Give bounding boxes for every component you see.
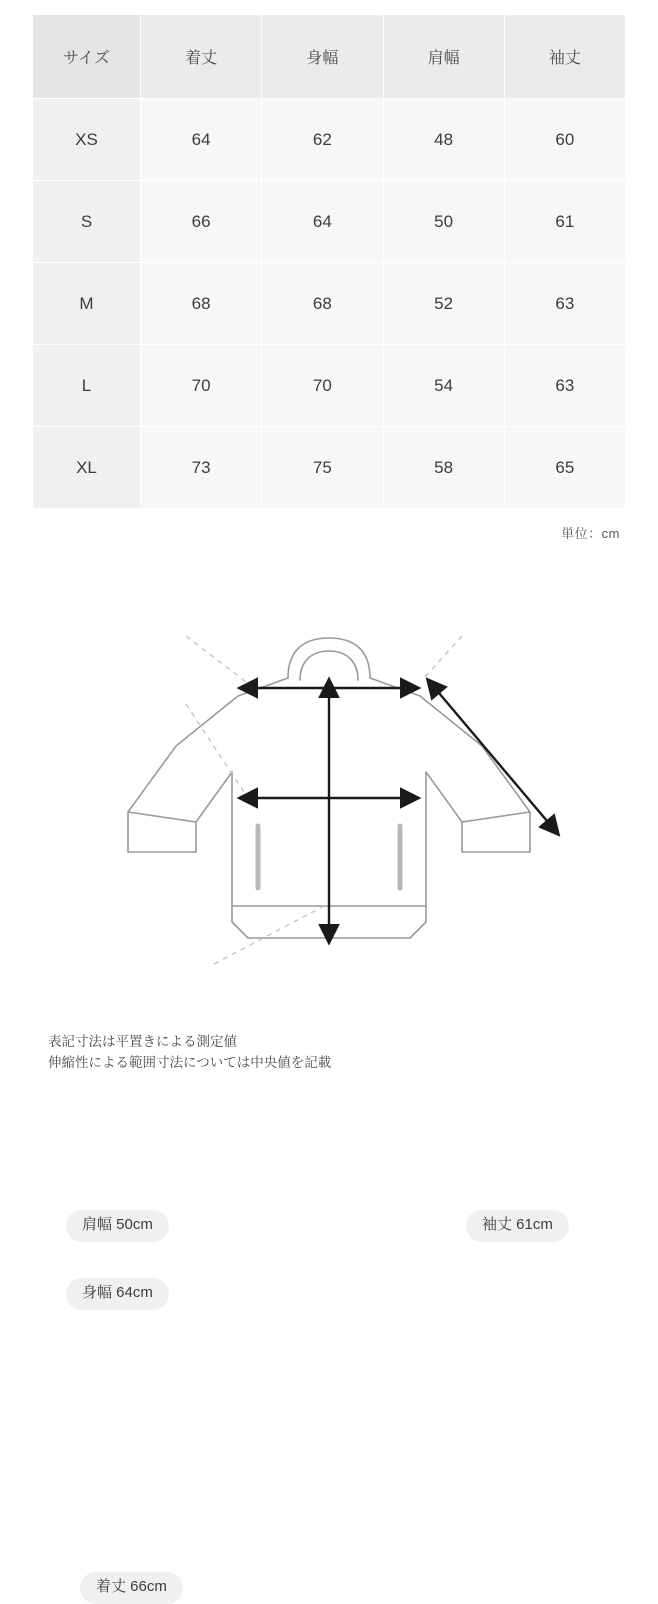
cell-shoulder-width: 48 (383, 99, 504, 181)
row-size-label: S (33, 181, 141, 263)
cell-sleeve-length: 61 (504, 181, 625, 263)
callout-chest-width: 身幅 64cm (66, 1278, 169, 1310)
footnote-line-1: 表記寸法は平置きによる測定値 (48, 1034, 237, 1049)
size-table (32, 14, 626, 509)
column-header-size: サイズ (33, 15, 141, 99)
callout-sleeve-length: 袖丈 61cm (466, 1210, 569, 1242)
row-size-label: XS (33, 99, 141, 181)
table-header-row (33, 15, 626, 99)
leader-line-shoulder (186, 636, 246, 682)
table-row (33, 263, 626, 345)
leader-line-chest (186, 704, 244, 792)
cell-shoulder-width: 52 (383, 263, 504, 345)
column-header-shoulder-width: 肩幅 (383, 15, 504, 99)
cell-chest-width: 70 (262, 345, 383, 427)
table-row (33, 181, 626, 263)
column-header-sleeve-length: 袖丈 (504, 15, 625, 99)
cell-sleeve-length: 60 (504, 99, 625, 181)
cell-shoulder-width: 54 (383, 345, 504, 427)
callout-body-length: 着丈 66cm (80, 1572, 183, 1604)
cell-chest-width: 64 (262, 181, 383, 263)
column-header-body-length: 着丈 (141, 15, 262, 99)
cuff-left-line (128, 812, 196, 822)
section-divider-gap (0, 542, 658, 576)
cell-sleeve-length: 65 (504, 427, 625, 509)
leader-line-length (214, 906, 324, 964)
garment-illustration (0, 576, 658, 1036)
size-table-section (0, 0, 658, 509)
cell-chest-width: 68 (262, 263, 383, 345)
cell-shoulder-width: 50 (383, 181, 504, 263)
size-table-header (33, 15, 626, 99)
cell-body-length: 73 (141, 427, 262, 509)
footnotes (48, 1032, 331, 1074)
row-size-label: XL (33, 427, 141, 509)
column-header-chest-width: 身幅 (262, 15, 383, 99)
leader-line-sleeve (424, 636, 462, 678)
cell-body-length: 64 (141, 99, 262, 181)
row-size-label: L (33, 345, 141, 427)
sleeve-length-arrow (428, 680, 558, 834)
callout-shoulder-width: 肩幅 50cm (66, 1210, 169, 1242)
table-row (33, 345, 626, 427)
size-table-body (33, 99, 626, 509)
cell-body-length: 68 (141, 263, 262, 345)
row-size-label: M (33, 263, 141, 345)
cell-body-length: 70 (141, 345, 262, 427)
cell-body-length: 66 (141, 181, 262, 263)
cell-shoulder-width: 58 (383, 427, 504, 509)
table-row (33, 99, 626, 181)
cuff-right-line (462, 812, 530, 822)
cell-chest-width: 75 (262, 427, 383, 509)
cell-sleeve-length: 63 (504, 345, 625, 427)
footnote-line-2: 伸縮性による範囲寸法については中央値を記載 (48, 1054, 332, 1070)
cell-chest-width: 62 (262, 99, 383, 181)
hood-inner (300, 651, 358, 680)
unit-note: 単位：cm (561, 526, 620, 541)
cell-sleeve-length: 63 (504, 263, 625, 345)
table-row (33, 427, 626, 509)
